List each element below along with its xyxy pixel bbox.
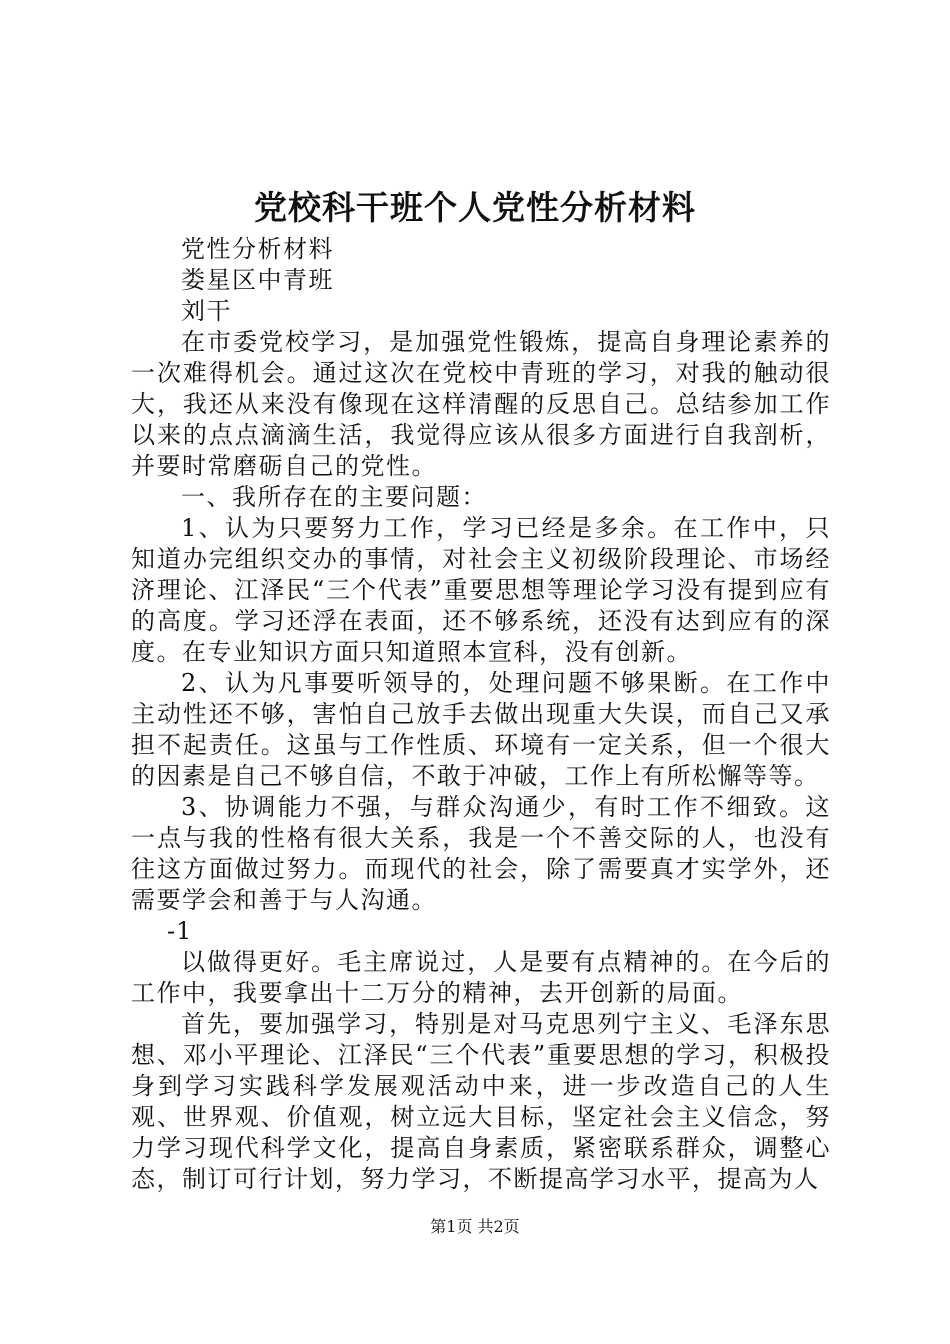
header-line-author: 刘干 [181,297,232,325]
paragraph-problem-3: 3、协调能力不强，与群众沟通少，有时工作不细致。这一点与我的性格有很大关系，我是一个不善交际的人，也没有往这方面做过努力。而现代的社会，除了需要真才实学外，还需要学会和善于与人沟通。 [131,793,831,914]
header-line-subject: 党性分析材料 [181,235,334,263]
paragraph-first-measure: 首先，要加强学习，特别是对马克思列宁主义、毛泽东思想、邓小平理论、江泽民“三个代表”重要思想的学习，积极投身到学习实践科学发展观活动中来，进一步改造自己的人生观、世界观、价值观，树立远大目标，坚定社会主义信念，努力学习现代科学文化，提高自身素质，紧密联系群众，调整心态，制订可行计划，努力学习，不断提高学习水平，提高为人 [131,1010,831,1193]
document-body [131,234,831,1195]
section-heading-problems: 一、我所存在的主要问题： [181,483,487,511]
inline-page-marker: -1 [167,917,193,945]
paragraph-problem-2: 2、认为凡事要听领导的，处理问题不够果断。在工作中主动性还不够，害怕自己放手去做出现重大失误，而自己又承担不起责任。这虽与工作性质、环境有一定关系，但一个很大的因素是自己不够自信，不敢于冲破，工作上有所松懈等等。 [131,669,831,790]
document-title: 党校科干班个人党性分析材料 [254,188,696,227]
header-line-class: 娄星区中青班 [181,266,334,294]
paragraph-intro: 在市委党校学习，是加强党性锻炼，提高自身理论素养的一次难得机会。通过这次在党校中青班的学习，对我的触动很大，我还从来没有像现在这样清醒的反思自己。总结参加工作以来的点点滴滴生活，我觉得应该从很多方面进行自我剖析，并要时常磨砺自己的党性。 [131,328,831,480]
page-footer: 第1页 共2页 [430,1217,520,1236]
paragraph-problem-1: 1、认为只要努力工作，学习已经是多余。在工作中，只知道办完组织交办的事情，对社会主义初级阶段理论、市场经济理论、江泽民“三个代表”重要思想等理论学习没有提到应有的高度。学习还浮在表面，还不够系统，还没有达到应有的深度。在专业知识方面只知道照本宣科，没有创新。 [131,514,831,666]
paragraph-continuation: 以做得更好。毛主席说过，人是要有点精神的。在今后的工作中，我要拿出十二万分的精神，去开创新的局面。 [131,948,831,1007]
